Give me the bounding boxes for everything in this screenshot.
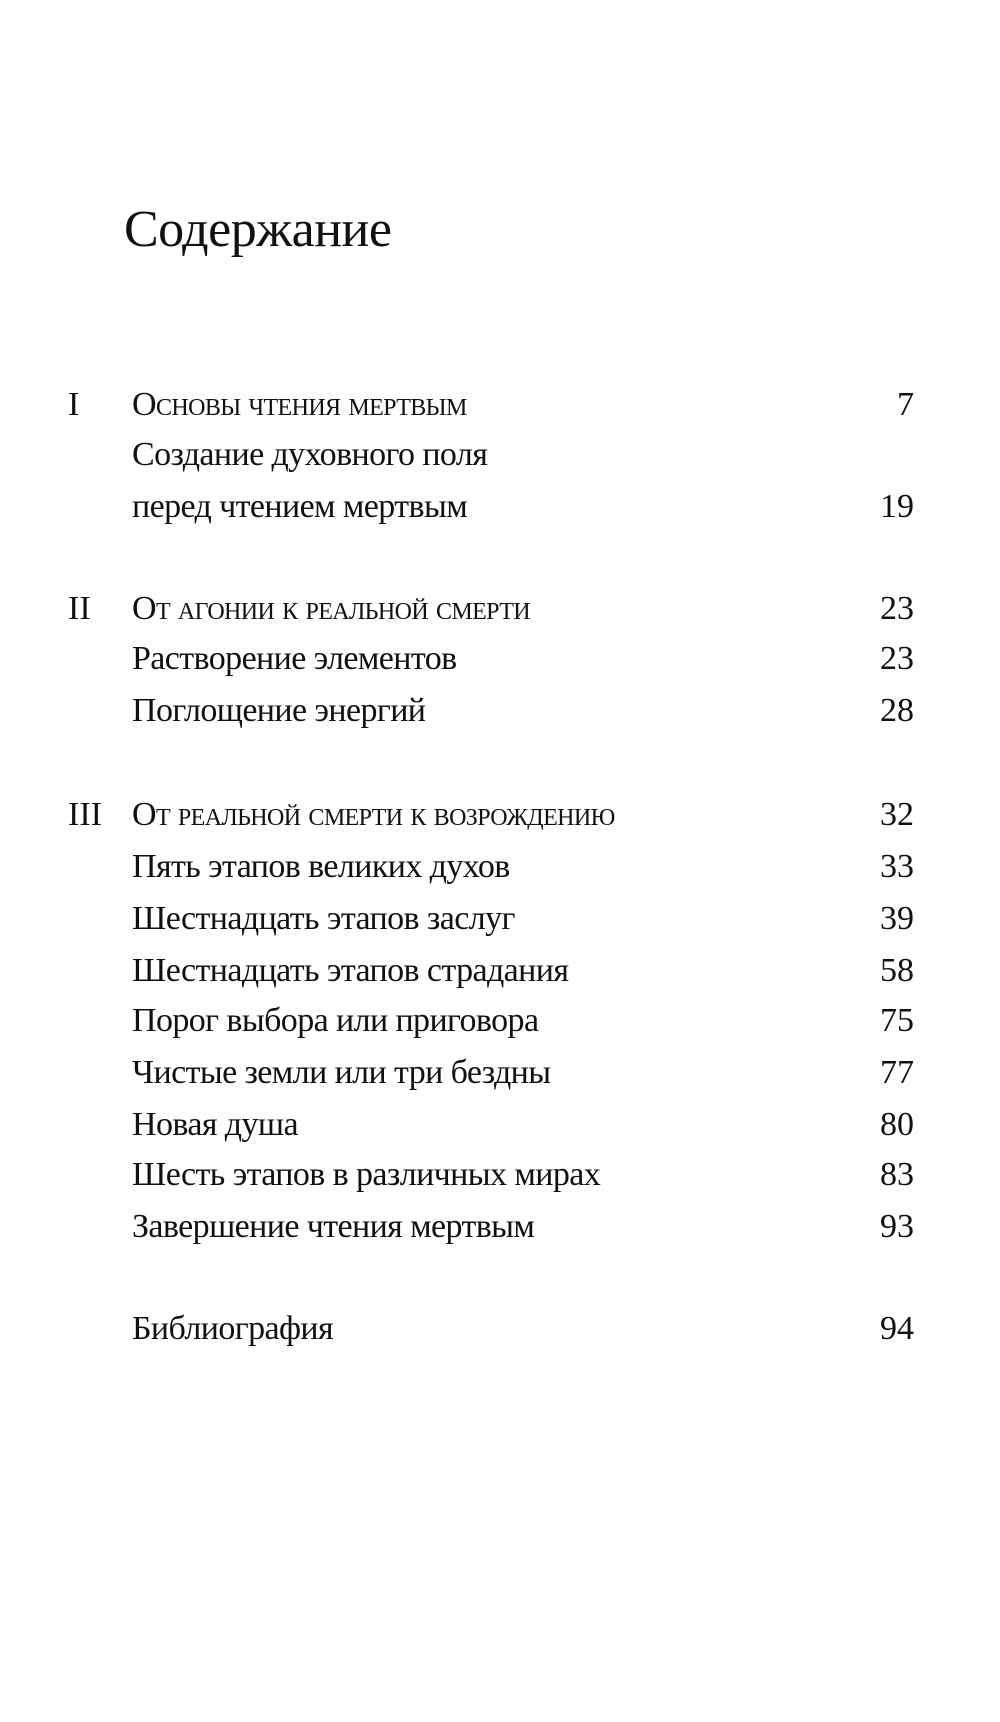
page-number: 93 [880,1208,914,1245]
entry-title: Шестнадцать этапов заслуг [132,900,515,937]
page-number: 80 [880,1106,914,1143]
page-number: 94 [880,1310,914,1347]
toc-entry [0,1150,1000,1200]
page-number: 75 [880,1002,914,1039]
page-number: 33 [880,848,914,885]
entry-title: Шестнадцать этапов страдания [132,952,569,989]
toc-entry [0,634,1000,684]
toc-chapter-entry [0,584,1000,634]
toc-entry [0,894,1000,944]
toc-chapter-entry [0,790,1000,840]
toc-entry [0,1048,1000,1098]
chapter-number: II [68,590,91,627]
entry-title: Чистые земли или три бездны [132,1054,551,1091]
page-number: 23 [880,640,914,677]
toc-entry [0,686,1000,736]
page-title: Содержание [124,201,392,258]
page-number: 28 [880,692,914,729]
toc-entry [0,1304,1000,1354]
page-number: 77 [880,1054,914,1091]
entry-title: Завершение чтения мертвым [132,1208,535,1245]
page-number: 23 [880,590,914,627]
toc-entry [0,842,1000,892]
toc-entry [0,996,1000,1046]
entry-title: Создание духовного поля [132,436,488,473]
chapter-number: III [68,796,102,833]
entry-title: Пять этапов великих духов [132,848,510,885]
page-number: 7 [897,386,914,423]
entry-title: Поглощение энергий [132,692,426,729]
entry-title: Основы чтения мертвым [132,386,467,423]
entry-title: Растворение элементов [132,640,457,677]
entry-title: Новая душа [132,1106,298,1143]
toc-chapter-entry [0,380,1000,430]
page-number: 58 [880,952,914,989]
page-number: 32 [880,796,914,833]
toc-entry [0,1202,1000,1252]
toc-entry [0,946,1000,996]
page-number: 19 [880,488,914,525]
chapter-number: I [68,386,80,423]
page-number: 83 [880,1156,914,1193]
toc-entry [0,482,1000,532]
entry-title: перед чтением мертвым [132,488,468,525]
toc-entry [0,430,1000,480]
page-number: 39 [880,900,914,937]
entry-title: От реальной смерти к возрождению [132,796,615,833]
entry-title: Библиография [132,1310,334,1347]
entry-title: Шесть этапов в различных мирах [132,1156,601,1193]
entry-title: Порог выбора или приговора [132,1002,539,1039]
entry-title: От агонии к реальной смерти [132,590,530,627]
toc-entry [0,1100,1000,1150]
